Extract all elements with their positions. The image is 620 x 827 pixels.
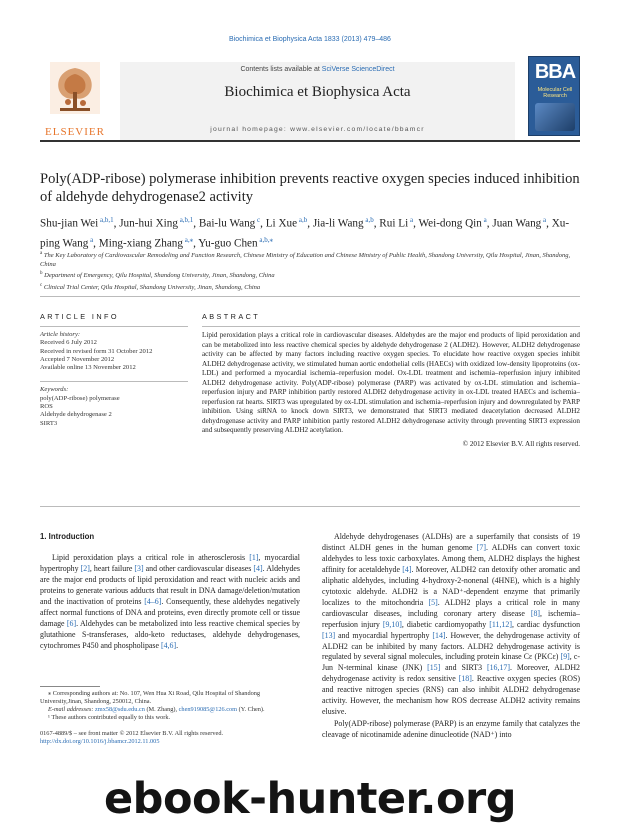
reference-link[interactable]: [5] <box>428 597 438 607</box>
reference-link[interactable]: [4] <box>253 563 263 573</box>
author-name[interactable]: Jun-hui Xing <box>119 217 178 230</box>
reference-link[interactable]: [11,12] <box>489 619 512 629</box>
issn-line: 0167-4889/$ – see front matter © 2012 Elsevier B.V. All rights reserved. <box>40 730 224 737</box>
journal-cover-thumbnail[interactable] <box>528 56 580 136</box>
article-info-heading: ARTICLE INFO <box>40 312 119 321</box>
affiliation-item <box>40 250 585 269</box>
introduction-heading: 1. Introduction <box>40 532 95 541</box>
reference-link[interactable]: [6] <box>66 618 77 628</box>
author-affiliation-mark[interactable]: a,b <box>297 216 308 224</box>
elsevier-wordmark: ELSEVIER <box>45 126 105 138</box>
journal-title[interactable]: Biochimica et Biophysica Acta <box>224 84 411 100</box>
author-name[interactable]: Bai-lu Wang <box>198 217 256 230</box>
reference-link[interactable]: [14] <box>432 630 446 640</box>
sciverse-link[interactable]: SciVerse ScienceDirect <box>321 66 395 73</box>
article-title: Poly(ADP-ribose) polymerase inhibition prevents reactive oxygen species induced inhibition of aldehyde dehydrogenase2 activity <box>40 171 580 205</box>
reference-link[interactable]: [16,17] <box>486 663 510 673</box>
history-item: Received in revised form 31 October 2012 <box>40 347 153 355</box>
body-column-left <box>40 532 300 652</box>
reference-link[interactable]: [4–6] <box>144 596 162 606</box>
journal-masthead <box>40 54 580 140</box>
journal-homepage[interactable]: journal homepage: www.elsevier.com/locate/bbamcr <box>210 126 425 133</box>
email-name-zhang: (M. Zhang), <box>144 706 179 714</box>
abstract-panel <box>202 312 580 448</box>
article-info-rule <box>40 326 188 327</box>
article-info-panel <box>40 312 188 428</box>
author-affiliation-mark[interactable]: a,b,1 <box>98 216 114 224</box>
running-citation[interactable]: Biochimica et Biophysica Acta 1833 (2013) 479–486 <box>229 36 391 43</box>
author-affiliation-mark[interactable]: a <box>88 235 94 244</box>
email-label: E-mail addresses: <box>48 706 95 714</box>
body-paragraph: Poly(ADP-ribose) polymerase (PARP) is an enzyme family that catalyzes the cleavage of nicotinamide adenine dinucleotide (NAD⁺) into <box>322 719 580 740</box>
keyword-item: Aldehyde dehydrogenase 2 <box>40 411 112 419</box>
footnote-rule <box>40 686 100 687</box>
abstract-copyright: © 2012 Elsevier B.V. All rights reserved. <box>462 439 580 448</box>
cover-letters: BBA <box>534 61 576 83</box>
body-column-right <box>322 532 580 741</box>
reference-link[interactable]: [15] <box>427 663 441 673</box>
reference-link[interactable]: [1] <box>249 552 259 562</box>
keyword-item: ROS <box>40 403 53 411</box>
reference-link[interactable]: [9,10] <box>382 619 402 629</box>
affiliation-text: The Key Laboratory of Cardiovascular Remodeling and Function Research, Chinese Ministry of Education and Chinese Ministry of Public Health, Shandong University, Qilu Hospital, Jinan, Shandong, China <box>40 252 571 268</box>
affiliation-item <box>40 270 585 281</box>
author-affiliation-mark[interactable]: a,⁎ <box>182 235 194 244</box>
reference-link[interactable]: [8] <box>530 608 541 618</box>
keywords <box>40 386 188 427</box>
body-paragraph: Lipid peroxidation plays a critical role in atherosclerosis [1], myocardial hypertrophy [2], heart failure [3] and other cardiovascular diseases [4]. Aldehydes are the major end products of lipid peroxidation and react with nucleic acids and proteins to generate various adducts that result in DNA damage/deletion/mutation and the inactivation of proteins [4–6]. Consequently, these aldehydes negatively affect normal functions of DNA and proteins, even directly promote cell or tissue damage [6]. Aldehydes can be metabolized into less reactive chemical species by glutathione S-transferases, aldo-keto reductases, aldehyde dehydrogenases, cytochromes P450 and phospholipase [4,6]. <box>40 552 300 650</box>
elsevier-tree-icon <box>50 62 100 114</box>
abstract-text: Lipid peroxidation plays a critical role in cardiovascular diseases. Aldehydes are the major end products of lipid peroxidation and can be metabolized into less reactive chemical species by aldehyde dehydrogenase 2 (ALDH2). However, ALDH2 dehydrogenase activity can be affected by many factors including reactive oxygen species. To elucidate how reactive oxygen species inhibit ALDH2 dehydrogenase activity, we stimulated human aortic endothelial cells (HAECs) with oxidized low-density lipoproteins (ox-LDL) and performed a myocardial ischemia–reperfusion model. Ox-LDL treatment and ischemia–reperfusion injury inhibited ALDH2 dehydrogenase activity. Poly(ADP-ribose) polymerase (PARP) was activated by ox-LDL stimulation and ischemia–reperfusion injury and PARP inhibition partly restored ALDH2 dehydrogenase activity in ox-LDL treated HAECs and ischemia–reperfusion rat hearts. SIRT3 was upregulated by ox-LDL stimulation and ischemia–reperfusion injury and downregulated by PARP inhibition. Using siRNA to knock down SIRT3, we demonstrated that SIRT3 mediated deacetylation decreased ALDH2 dehydrogenase activity and PARP inhibition partly restored ALDH2 dehydrogenase activity through preventing SIRT3 expression and subsequently preserving ALDH2 acetylation. <box>202 331 580 434</box>
keyword-item: poly(ADP-ribose) polymerase <box>40 394 120 402</box>
abstract-rule <box>202 326 580 327</box>
author-affiliation-mark[interactable]: a <box>408 216 414 224</box>
author-name[interactable]: Li Xue <box>265 217 298 230</box>
author-name[interactable]: Ming-xiang Zhang <box>98 237 183 250</box>
section-divider <box>40 506 580 507</box>
footnotes <box>40 686 300 722</box>
affiliations <box>40 250 585 293</box>
author-affiliation-mark[interactable]: a <box>481 216 487 224</box>
reference-link[interactable]: [4] <box>402 564 412 574</box>
email-link-zhang[interactable]: zmx58@sdu.edu.cn <box>95 706 145 714</box>
affiliation-text: Clinical Trial Center, Qilu Hospital, Shandong University, Jinan, Shandong, China <box>42 283 261 291</box>
author-name[interactable]: Xu-ping Wang <box>40 217 570 250</box>
author-name[interactable]: Shu-jian Wei <box>40 217 99 230</box>
watermark-text: ebook-hunter.org <box>104 774 516 824</box>
cover-subtitle: Molecular Cell Research <box>537 87 573 99</box>
affiliation-mark: b <box>40 271 43 277</box>
body-paragraph: Aldehyde dehydrogenases (ALDHs) are a superfamily that consists of 19 distinct ALDH genes in the human genome [7]. ALDHs can convert toxic aldehydes to less toxic carboxylates. Among them, ALDH2 displays the highest affinity for acetaldehyde [4]. Moreover, ALDH2 can detoxify other aromatic and aliphatic aldehydes, including 4-hydroxy-2-nonenal (4HNE), which is a highly cytotoxic aldehyde. ALDH2 is a NAD⁺-dependent enzyme that primarily localizes to the mitochondria [5]. ALDH2 plays a critical role in many cardiovascular diseases, including coronary artery disease [8], ischemia–reperfusion injury [9,10], diabetic cardiomyopathy [11,12], cardiac dysfunction [13] and myocardial hypertrophy [14]. However, the dehydrogenase activity of ALDH2 can be inhibited by many factors. ALDH2 dehydrogenase activity is regulated by several signal molecules, including protein kinase Cε (PKCε) [9], c-Jun N-terminal kinase (JNK) [15] and SIRT3 [16,17]. Moreover, ALDH2 dehydrogenase activity is redox sensitive [18]. Reactive oxygen species (ROS) and reactive nitrogen species (RNS) can also inhibit ALDH2 dehydrogenase activity. However, the mechanism how ROS decrease ALDH2 activity remains elusive. <box>322 532 581 717</box>
author-name[interactable]: Yu-guo Chen <box>198 237 258 250</box>
history-item: Available online 13 November 2012 <box>40 364 136 372</box>
author-affiliation-mark[interactable]: a,b <box>363 216 374 224</box>
keywords-label: Keywords: <box>40 386 69 394</box>
history-item: Received 6 July 2012 <box>40 339 97 347</box>
author-affiliation-mark[interactable]: a <box>541 216 547 224</box>
author-list: Shu-jian Wei $^{a,b,1}$, Jun-hui Xing $^{a,b,1}$, Bai-lu Wang $^c$, Li Xue $^{a,b}$, Jia-li Wang $^{a,b}$, Rui Li $^a$, Wei-dong Qin $^a$, Juan Wang $^a$, Xu-ping Wang $^a$, Ming-xiang Zhang $^{a,⁎}$, Yu-guo Chen $^{a,b,⁎}$ <box>40 216 570 250</box>
reference-link[interactable]: [4,6] <box>160 640 177 650</box>
masthead-divider <box>40 140 580 142</box>
contents-prefix: Contents lists available at <box>240 66 322 73</box>
reference-link[interactable]: [18] <box>458 674 472 684</box>
author-name[interactable]: Jia-li Wang <box>312 217 364 230</box>
article-history <box>40 331 188 372</box>
affiliation-mark: a <box>40 251 43 256</box>
reference-link[interactable]: [2] <box>80 563 90 573</box>
email-name-chen: (Y. Chen). <box>237 706 265 714</box>
author-affiliation-mark[interactable]: c <box>255 216 261 224</box>
author-affiliation-mark[interactable]: a,b,1 <box>177 216 194 224</box>
section-divider <box>40 296 580 297</box>
author-name[interactable]: Rui Li <box>379 217 409 230</box>
author-name[interactable]: Juan Wang <box>492 217 542 230</box>
history-item: Accepted 7 November 2012 <box>40 355 115 363</box>
front-matter-info <box>40 730 310 746</box>
affiliation-mark: c <box>40 282 43 288</box>
keywords-rule <box>40 381 188 382</box>
affiliation-text: Department of Emergency, Qilu Hospital, Shandong University, Jinan, Shandong, China <box>42 272 275 280</box>
history-label: Article history: <box>40 331 81 338</box>
affiliation-item <box>40 282 585 293</box>
corresponding-author-note: ⁎ Corresponding authors at: No. 107, Wen Hua Xi Road, Qilu Hospital of Shandong University,Jinan, Shandong, 250012, China. <box>40 690 261 706</box>
email-note <box>40 706 300 714</box>
reference-link[interactable]: [3] <box>134 563 144 573</box>
contents-available-line <box>120 66 515 73</box>
abstract-heading: ABSTRACT <box>202 312 261 321</box>
reference-link[interactable]: [7] <box>476 542 486 552</box>
journal-title-box <box>120 62 515 140</box>
reference-link[interactable]: [13] <box>322 630 336 640</box>
author-name[interactable]: Wei-dong Qin <box>418 217 482 230</box>
email-link-chen[interactable]: chen919085@126.com <box>178 706 238 714</box>
keyword-item: SIRT3 <box>40 419 58 427</box>
equal-contribution-note: ¹ These authors contributed equally to this work. <box>48 714 171 722</box>
cover-art-image <box>535 103 575 131</box>
author-affiliation-mark[interactable]: a,b,⁎ <box>257 235 273 244</box>
elsevier-logo[interactable] <box>40 62 110 138</box>
doi-link[interactable]: http://dx.doi.org/10.1016/j.bbamcr.2012.11.005 <box>40 738 160 746</box>
reference-link[interactable]: [9] <box>560 652 570 662</box>
